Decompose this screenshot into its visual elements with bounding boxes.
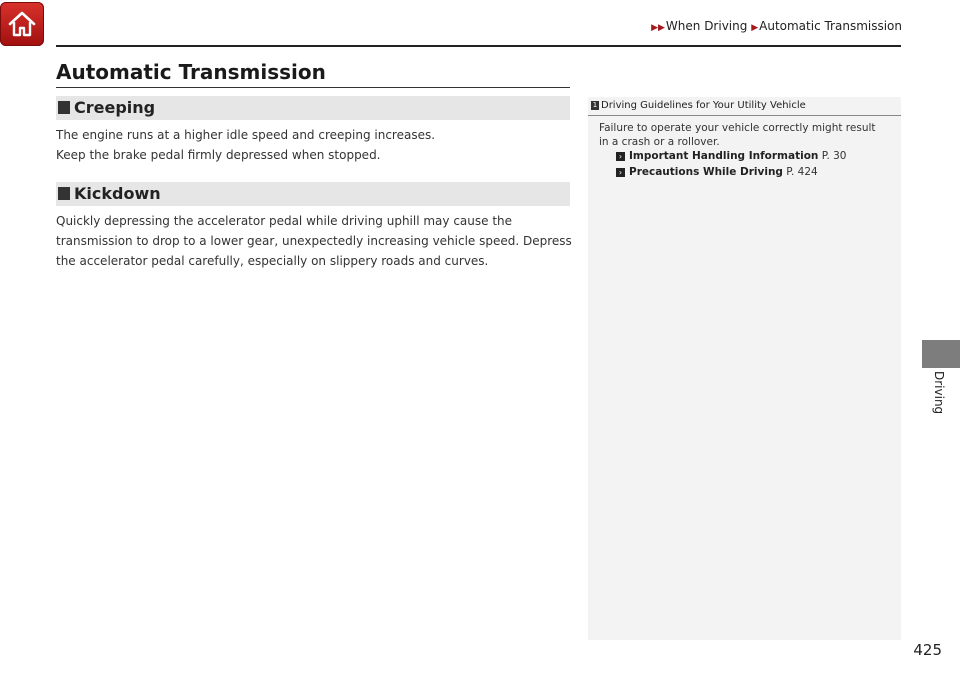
creeping-paragraph bbox=[56, 125, 570, 165]
ref-label: Precautions While Driving bbox=[629, 166, 783, 178]
section-heading-label: Kickdown bbox=[74, 184, 161, 203]
sidebar-line: Failure to operate your vehicle correctly might result bbox=[599, 122, 876, 134]
section-heading-label: Creeping bbox=[74, 98, 156, 117]
sidebar-title bbox=[591, 100, 806, 111]
ref-arrow-icon: › bbox=[616, 152, 625, 161]
sidebar-title-text: Driving Guidelines for Your Utility Vehicle bbox=[601, 100, 806, 111]
paragraph-line: Keep the brake pedal firmly depressed when stopped. bbox=[56, 148, 381, 162]
ref-page: P. 424 bbox=[786, 166, 818, 178]
paragraph-line: the accelerator pedal carefully, especially on slippery roads and curves. bbox=[56, 254, 489, 268]
section-square-icon bbox=[58, 101, 70, 114]
ref-arrow-icon: › bbox=[616, 168, 625, 177]
page-title: Automatic Transmission bbox=[56, 60, 326, 84]
breadcrumb-current: Automatic Transmission bbox=[759, 19, 902, 33]
page-number: 425 bbox=[913, 641, 942, 659]
chapter-tab-label: Driving bbox=[932, 371, 946, 415]
home-button[interactable] bbox=[0, 2, 44, 46]
title-divider bbox=[56, 87, 570, 88]
note-marker-icon: 1 bbox=[592, 101, 598, 109]
breadcrumb-link-when-driving[interactable]: When Driving bbox=[665, 19, 748, 33]
ref-page: P. 30 bbox=[821, 150, 847, 162]
paragraph-line: Quickly depressing the accelerator pedal while driving uphill may cause the bbox=[56, 214, 513, 228]
ref-link-precautions[interactable] bbox=[616, 166, 818, 178]
section-heading-creeping bbox=[56, 96, 570, 120]
sidebar-line: in a crash or a rollover. bbox=[599, 136, 720, 148]
breadcrumb-arrow-icon: ▶▶ bbox=[651, 23, 665, 33]
ref-label: Important Handling Information bbox=[629, 150, 819, 162]
paragraph-line: transmission to drop to a lower gear, unexpectedly increasing vehicle speed. Depress bbox=[56, 234, 572, 248]
header-divider bbox=[56, 45, 901, 47]
paragraph-line: The engine runs at a higher idle speed and creeping increases. bbox=[56, 128, 436, 142]
breadcrumb-arrow-icon: ▶ bbox=[751, 23, 759, 33]
sidebar-note bbox=[588, 97, 901, 640]
kickdown-paragraph bbox=[56, 211, 570, 271]
breadcrumb bbox=[651, 19, 902, 33]
home-icon bbox=[7, 9, 37, 39]
sidebar-divider bbox=[588, 115, 901, 116]
chapter-tab[interactable] bbox=[922, 340, 960, 368]
section-heading-kickdown bbox=[56, 182, 570, 206]
sidebar-text bbox=[599, 121, 876, 149]
section-square-icon bbox=[58, 187, 70, 200]
ref-link-important-handling[interactable] bbox=[616, 150, 846, 162]
